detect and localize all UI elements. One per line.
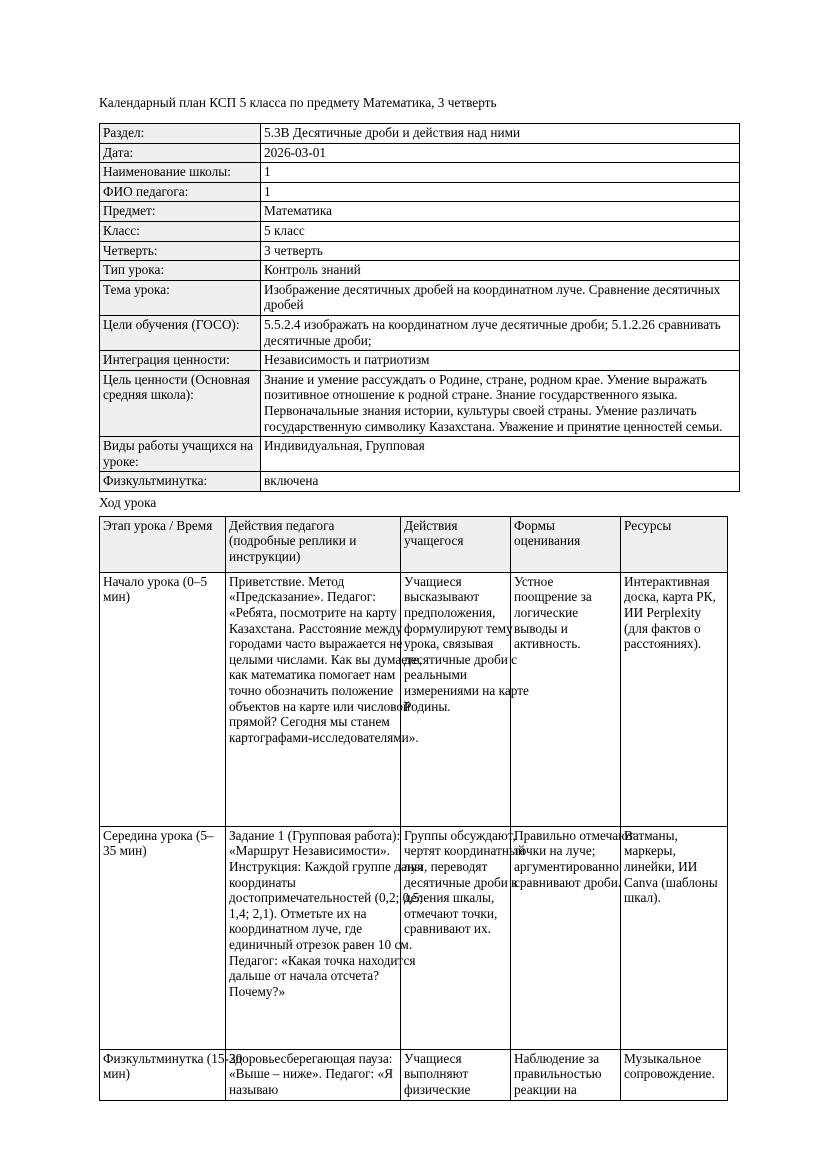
lesson-info-body xyxy=(100,124,740,492)
teacher-actions-cell xyxy=(226,1049,401,1100)
table-row xyxy=(100,221,740,241)
info-value-cell xyxy=(261,163,740,183)
info-value-cell xyxy=(261,351,740,371)
student-actions-text: Учащиеся выполняют физические xyxy=(404,1050,471,1098)
info-value-cell xyxy=(261,182,740,202)
teacher-actions-text: Здоровьесберегающая пауза: «Выше – ниже». Педагог: «Я называю xyxy=(229,1050,394,1098)
table-row xyxy=(100,472,740,492)
procedure-table-head xyxy=(100,516,728,572)
column-header-stage xyxy=(100,516,226,572)
table-row xyxy=(100,315,740,350)
info-label-text: Тип урока: xyxy=(103,262,165,278)
info-label-text: Интеграция ценности: xyxy=(103,352,230,368)
assessment-text: Правильно отмечают точки на луче; аргументированно сравнивают дроби. xyxy=(514,827,634,890)
info-value-cell xyxy=(261,261,740,281)
student-actions-cell xyxy=(401,572,529,826)
assessment-cell xyxy=(511,826,634,1049)
info-value-text: 3 четверть xyxy=(264,242,323,258)
table-row xyxy=(100,163,740,183)
table-row xyxy=(100,261,740,281)
info-value-cell xyxy=(261,241,740,261)
info-label-text: ФИО педагога: xyxy=(103,183,189,199)
info-label-cell xyxy=(100,241,261,261)
info-label-cell xyxy=(100,221,261,241)
info-label-text: Дата: xyxy=(103,144,134,160)
column-header-student-actions xyxy=(401,516,511,572)
teacher-actions-text: Задание 1 (Групповая работа): «Маршрут Независимости». Инструкция: Каждой группе даны координаты достопримечательностей (0,2; 0,5; 1,4; 2,1). Отметьте их на координатном луче, где единичный отрезок равен 10 см. Педагог: «Какая точка находится дальше от начала отсчета? Почему?» xyxy=(229,827,423,999)
info-value-text: 1 xyxy=(264,183,271,199)
student-actions-text: Учащиеся высказывают предположения, формулируют тему урока, связывая десятичные дроби с реальными измерениями на карте Родины. xyxy=(404,573,529,714)
column-header-text: Ресурсы xyxy=(624,517,672,533)
column-header-text: Действия педагога (подробные реплики и инструкции) xyxy=(229,517,357,565)
stage-text: Начало урока (0–5 мин) xyxy=(103,573,208,605)
column-header-text: Формы оценивания xyxy=(514,517,581,549)
info-label-cell xyxy=(100,315,261,350)
info-value-cell xyxy=(261,437,740,472)
table-row xyxy=(100,1049,728,1100)
info-label-text: Цель ценности (Основная средняя школа): xyxy=(103,371,251,403)
info-label-text: Тема урока: xyxy=(103,281,170,297)
assessment-text: Устное поощрение за логические выводы и активность. xyxy=(514,573,592,652)
info-label-cell xyxy=(100,143,261,163)
info-value-cell xyxy=(261,202,740,222)
info-value-cell xyxy=(261,472,740,492)
info-value-cell xyxy=(261,370,740,436)
info-value-text: Независимость и патриотизм xyxy=(264,352,430,368)
table-row xyxy=(100,437,740,472)
student-actions-cell xyxy=(401,826,526,1049)
stage-cell xyxy=(100,1049,243,1100)
info-value-text: 5 класс xyxy=(264,222,305,238)
teacher-actions-cell xyxy=(226,572,423,826)
info-value-text: Изображение десятичных дробей на координатном луче. Сравнение десятичных дробей xyxy=(264,281,721,313)
info-value-text: 2026-03-01 xyxy=(264,144,327,160)
column-header-assessment xyxy=(511,516,621,572)
teacher-actions-cell xyxy=(226,826,423,1049)
procedure-table-body xyxy=(100,572,728,1100)
column-header-text: Этап урока / Время xyxy=(103,517,213,533)
assessment-cell xyxy=(511,572,621,826)
info-value-text: 1 xyxy=(264,164,271,180)
info-value-text: 5.5.2.4 изображать на координатном луче десятичные дроби; 5.1.2.26 сравнивать десятичные дроби; xyxy=(264,316,721,348)
info-value-text: Индивидуальная, Групповая xyxy=(264,438,425,454)
info-value-cell xyxy=(261,221,740,241)
stage-cell xyxy=(100,572,226,826)
info-label-cell xyxy=(100,124,261,144)
resources-text: Интерактивная доска, карта РК, ИИ Perplexity (для фактов о расстояниях). xyxy=(624,573,716,652)
info-label-text: Наименование школы: xyxy=(103,164,231,180)
table-row xyxy=(100,370,740,436)
info-label-cell xyxy=(100,472,261,492)
table-row xyxy=(100,826,728,1049)
table-row xyxy=(100,124,740,144)
info-label-text: Физкультминутка: xyxy=(103,473,208,489)
assessment-cell xyxy=(511,1049,621,1100)
table-row xyxy=(100,143,740,163)
stage-cell xyxy=(100,826,226,1049)
info-value-cell xyxy=(261,280,740,315)
resources-text: Музыкальное сопровождение. xyxy=(624,1050,715,1082)
info-label-cell xyxy=(100,182,261,202)
info-label-cell xyxy=(100,202,261,222)
info-value-cell xyxy=(261,124,740,144)
info-label-text: Предмет: xyxy=(103,203,156,219)
column-header-teacher-actions xyxy=(226,516,401,572)
table-row xyxy=(100,572,728,826)
stage-text: Физкультминутка (15-20 мин) xyxy=(103,1050,243,1082)
info-label-text: Класс: xyxy=(103,222,140,238)
table-header-row xyxy=(100,516,728,572)
student-actions-text: Группы обсуждают, чертят координатный луч, переводят десятичные дроби в деления шкалы, отмечают точки, сравнивают их. xyxy=(404,827,526,937)
table-row xyxy=(100,351,740,371)
page-title: Календарный план КСП 5 класса по предмету Математика, 3 четверть xyxy=(99,95,497,110)
info-value-cell xyxy=(261,315,740,350)
resources-cell xyxy=(621,826,728,1049)
info-label-cell xyxy=(100,280,261,315)
info-label-text: Раздел: xyxy=(103,125,145,140)
column-header-text: Действия учащегося xyxy=(404,517,464,549)
lesson-procedure-table xyxy=(99,516,728,1101)
info-label-cell xyxy=(100,163,261,183)
stage-text: Середина урока (5–35 мин) xyxy=(103,827,214,859)
info-label-cell xyxy=(100,437,261,472)
info-label-text: Виды работы учащихся на уроке: xyxy=(103,438,254,469)
info-value-text: включена xyxy=(264,473,319,489)
resources-cell xyxy=(621,1049,728,1100)
section-caption: Ход урока xyxy=(99,494,157,510)
column-header-resources xyxy=(621,516,728,572)
info-value-text: 5.3B Десятичные дроби и действия над ними xyxy=(264,125,521,140)
info-value-text: Математика xyxy=(264,203,333,219)
info-value-cell xyxy=(261,143,740,163)
procedure-table-clip xyxy=(99,516,735,1101)
info-value-text: Знание и умение рассуждать о Родине, стране, родном крае. Умение выражать позитивное отношение к родной стране. Знание государственного языка. Первоначальные знания истории, культуры своей страны. Умение различать государственную символику Казахстана. Уважение и принятие ценностей семьи. xyxy=(264,371,723,434)
table-row xyxy=(100,280,740,315)
info-label-text: Цели обучения (ГОСО): xyxy=(103,316,240,332)
info-label-cell xyxy=(100,261,261,281)
assessment-text: Наблюдение за правильностью реакции на xyxy=(514,1050,602,1098)
lesson-info-table xyxy=(99,123,740,492)
table-row xyxy=(100,202,740,222)
table-row xyxy=(100,182,740,202)
info-value-text: Контроль знаний xyxy=(264,262,361,278)
table-row xyxy=(100,241,740,261)
info-label-text: Четверть: xyxy=(103,242,158,258)
resources-text: Ватманы, маркеры, линейки, ИИ Canva (шаблоны шкал). xyxy=(624,827,718,906)
info-label-cell xyxy=(100,370,261,436)
student-actions-cell xyxy=(401,1049,511,1100)
info-label-cell xyxy=(100,351,261,371)
teacher-actions-text: Приветствие. Метод «Предсказание». Педагог: «Ребята, посмотрите на карту Казахстана. Расстояние между городами часто выражается не целыми числами. Как вы думаете, как математика помогает нам точно обозначить положение объектов на карте или числовой прямой? Сегодня мы станем картографами-исследователями». xyxy=(229,573,423,745)
resources-cell xyxy=(621,572,728,826)
